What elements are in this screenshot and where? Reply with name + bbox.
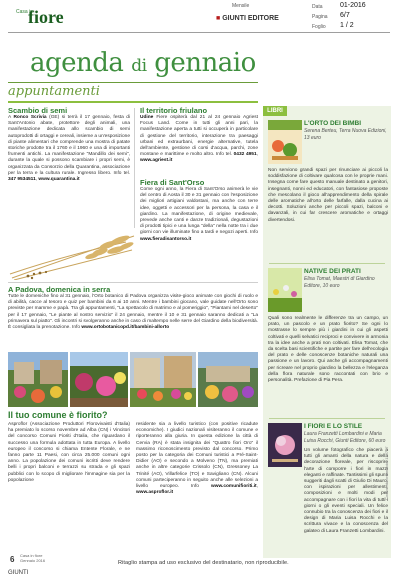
book-description: Non serviono grandi spazi per rinunciare ai piccoli la soddisfazione di coltivare qualcosa con le proprie mani. Insegna come fare questo manuale destinato a genitori, insegnanti, nonni ed educatori, con fantasiose proposte che mescolano il gioco all'apprendimento della spirale delle aromatiche all'orto delle farfalle, dalla cucina ai decotti. Soluzioni anche per piccoli spazi, balconi e davanzali, in cui far crescere aromatiche e ortaggi divertendosi. xyxy=(268,168,388,223)
header-divider xyxy=(8,32,390,33)
sidebar-divider xyxy=(269,263,385,264)
article-place: Ronco Scrivia xyxy=(13,115,47,120)
source-footer: GIUNTI xyxy=(8,570,29,576)
article-link[interactable]: www.fieradisantorso.it xyxy=(140,236,192,242)
article-divider xyxy=(8,282,258,283)
article-col-1: Asproflor (Associazione Produttori Florovivaisti d'Italia) ha premiato lo scorso novembre ad Alba (CN) i Vincitori del concorso Comuni Fioriti d'Italia, che riguardano il successo una formula adottata in tutta Europa. A livello europeo il concorso si chiama Entente Florale, e ne fanno parte 11 Paesi, con circa 25.000 comuni ogni anno. La popolazione dei comuni iscritti deve rendere belli i propri balconi e terrazzi su strada e gli spazi pubblici con lo scopo di migliorare l'immagine sia per la popolazione xyxy=(8,422,130,483)
book-title: NATIVE DEI PRATI xyxy=(304,268,361,275)
magazine-logo xyxy=(8,6,98,28)
wheat-image xyxy=(8,228,136,280)
article-link[interactable]: www.ortobotanicopd.it/bambini-allorto xyxy=(81,325,170,331)
article-body: Udine Fiere ospiterà dal 21 al 24 gennaio Agriest Focus Land. Come in tutti gli anni pari, la manifestazione aperta a tutti si occuperà in particolare di gestione del territorio, interazione tra paesaggi urbani ed extraurbani, energie alternative, tutela dell'ambiente, gestione di corsi d'acqua, parchi, zone montane e marittime e molto altro. Info tel. 0432 4951, www.agriest.it xyxy=(140,115,258,164)
book-entry-2-head xyxy=(304,268,388,289)
source-type: Mensile xyxy=(232,3,250,9)
book-cover-fiori xyxy=(268,423,302,467)
article-padova xyxy=(8,285,258,331)
article-title: Il tuo comune è fiorito? xyxy=(8,410,108,420)
article-title: Il territorio friulano xyxy=(140,106,208,115)
magazine-logo-small: Casa in xyxy=(16,9,33,15)
book-cover-native xyxy=(268,268,302,312)
publisher-logo-text: GIUNTI EDITORE xyxy=(222,15,279,22)
article-text: Tutte le domeniche fino al 31 gennaio, l'Orto botanico di Padova organizza visite-gioco animate con giochi di ruolo e di abilità, cacce al tesoro e quiz per bambini da 6 ai 10 anni. Mentre i bambini giocano, vale guidate nell'Orto sono previste per mamme e papà. Tra gli appuntamenti, "La spettacolo di matrimo e al pomeriggio", "Piantami nel deserto" per il 17 gennaio, "Le piante al nostro servizio" il 24 gennaio, mentre il 10 e 31 gennaio saranno dedicati a "La primavera sul piatto". Gli incontri si svolgeranno anche in caso di maltempo nelle serre del Giardino della biodiversità. È consigliata la prenotazione. Info xyxy=(8,294,258,331)
article-scambio xyxy=(8,106,130,183)
data-value: 01-2016 xyxy=(340,2,366,9)
article-link[interactable]: www.quarantina.it xyxy=(38,177,80,183)
sidebar-tab: LIBRI xyxy=(263,106,287,116)
pagina-value: 6/7 xyxy=(340,12,350,19)
book-description: Quali sono realmente le differenze tra un campo, un prato, un pascolo e un prato fiorito? Se ogni lo mostrasse lo sempre più i giardini in cui gli aspetti coltivati e quelli selvatici reciproci e convivere in armonia tra la idee anche a prati non coltivati. Elisa Tomat, che da scelta basi scientifiche e partite per fare dell'ecologia del prato e delle conoscenze botaniche naturali una passione e un lavoro. Qui anche gli accompagnamenti per ricreare nel proprio giardino la bellezza e l'eleganza della flora naturale sono raccontati con brio e personalità. Prefazione di Pia Pera. xyxy=(268,316,388,384)
subtitle-rule xyxy=(8,101,258,103)
book-description: Un volume fotografico che piacerà a tutti gli amanti della natura e della decorazione floreale, per riscoprire l'arte di comporre i fiori in mazzi eleganti e raffinate. Tantissimi gli spunti suggeriti dagli scatti di Giulio Di Mauro, con ispirazioni per allestimenti, composizioni e molti modi per accompagnare con i fiori la vita di tutti i giorni o gli eventi speciali. Un felice connubio tra la conoscenza dei fiori e il design di Maria Luisa Rocchi e la scrittura vivace e la conoscenza del galateo di Laura Franzetti Lombardini. xyxy=(304,448,388,534)
book-title: L'ORTO DEI BIMBI xyxy=(304,120,362,127)
article-orso xyxy=(140,178,258,243)
article-title: Fiera di Sant'Orso xyxy=(140,178,205,187)
book-entry-1-head xyxy=(304,120,388,141)
article-text: residente sia a livello turistico (con positive ricadute economiche). I giudici nazionali visiteranno il comune e riporteranno alla giuria. In questa edizione la città di Cervia (RA) è stata insignita dei "Quattro fiori Oro" il massimo riconoscimento previsto dal concorso. Primo posto per la categoria dei Comuni turistici a Pré-Saint-Didier (AO) e secondo a Molveno (TN), ma premiati anche in altre categorie Crissolo (CN), Gressoney La Trinité (AO), Villarfelice (TO) e Savigliano (CN). Alcuni comuni parteciperanno in seguito anche alle selezioni a livello europeo. Info xyxy=(136,422,258,490)
source-info-box xyxy=(312,2,392,32)
section-title-di: di xyxy=(131,56,147,76)
article-phone: 0432 4951 xyxy=(233,152,257,158)
book-title: I FIORI E LO STILE xyxy=(304,423,363,430)
publisher-logo xyxy=(216,15,279,22)
book-cover-orto xyxy=(268,120,302,164)
copyright-notice: Ritaglio stampa ad uso esclusivo del destinatario, non riproducibile. xyxy=(118,560,289,566)
folio-text: Casa in fiore Gennaio 2016 xyxy=(20,553,46,563)
pagina-label: Pagina xyxy=(312,14,328,20)
article-body xyxy=(140,187,258,243)
article-body: A Ronco Scrivia (GE) si terrà il 17 gennaio, festa di Sant'Antonio abate, protettore degli animali, una manifestazione dedicata allo scambio di semi autoprodotti di ortaggi e cereali, insieme a un'esposizione di piante alimentari che comprende una mostra di patate storiche prodotte tra il 1760 e il 1960 e una di importanti frumenti antichi. La manifestazione "Mandillo dei semi", durante la quale si possono scambiare i propri semi, è organizzata da Consorzio della Quarantina, associazione per la terra e la cultura rurale. Ingresso libero. Info tel. 347 9534511, www.quarantina.it xyxy=(8,115,130,183)
article-link[interactable]: www.comunifioriti.it xyxy=(210,484,257,490)
page-number: 6 xyxy=(10,555,15,564)
photo-flower-square xyxy=(198,352,258,407)
article-text: Fiere ospiterà dal 21 al 24 gennaio Agriest Focus Land. Come in tutti gli anni pari, la manifestazione aperta a tutti si occuperà in particolare di gestione del territorio, interazione tra paesaggi urbani ed extraurbani, energie alternative, tutela dell'ambiente, gestione di corsi d'acqua, parchi, zone montane e marittime e molto altro. Info tel. xyxy=(140,115,258,158)
photo-flower-street xyxy=(130,352,196,407)
subscription-code: Codice abbonamento: 126717 xyxy=(384,446,389,500)
publisher-logo-icon: ■ xyxy=(216,15,221,22)
book-meta: Laura Franzetti Lombardini e Maria Luisa Rocchi, Giunti Editore, 60 euro xyxy=(304,431,386,444)
foglio-value: 1 / 2 xyxy=(340,22,354,29)
section-title-a: agenda xyxy=(30,48,124,78)
article-lead: Udine xyxy=(140,115,154,120)
article-title: Scambio di semi xyxy=(8,106,68,115)
section-rule xyxy=(8,82,258,83)
section-subtitle: appuntamenti xyxy=(8,84,100,99)
article-phone: 347 9534511 xyxy=(8,177,36,183)
article-col-2: residente sia a livello turistico (con positive ricadute economiche). I giudici nazionali visiteranno il comune e riporteranno alla giuria. In questa edizione la città di Cervia (RA) è stata insignita dei "Quattro fiori Oro" il massimo riconoscimento previsto dal concorso. Primo posto per la categoria dei Comuni turistici a Pré-Saint-Didier (AO) e secondo a Molveno (TN), ma premiati anche in altre categorie Crissolo (CN), Gressoney La Trinité (AO), Villarfelice (TO) e Savigliano (CN). Alcuni comuni parteciperanno in seguito anche alle selezioni a livello europeo. Info www.comunifioriti.it, www.asproflor.it xyxy=(136,422,258,496)
article-text: (GE) si terrà il 17 gennaio, festa di Sant'Antonio abate, protettore degli animali, una manifestazione dedicata allo scambio di semi autoprodotti di ortaggi e cereali, insieme a un'esposizione di piante alimentari che comprende una mostra di patate storiche prodotte tra il 1760 e il 1960 e una di importanti frumenti antichi. La manifestazione "Mandillo dei semi", durante la quale si possono scambiare i propri semi, è organizzata da Consorzio della Quarantina, associazione per la terra e la cultura rurale. Ingresso libero. Info tel. xyxy=(8,115,130,176)
article-text: Come ogni anno, la Fiera di Sant'Orso animerà le vie del centro di Aosta il 30 e 31 gennaio con l'esposizione dei migliori artigiani valdostani, ma anche con terre idee, oggetti e accessori per la persona, la casa e il giardino. La manifestazione, di origine medievale, prevede anche canti e danze tradizionali, degustazioni di prodotti tipici e una lunga "della" nella notte tra i due giorni con vie illuminate fino a tardi e negozi aperti. Info xyxy=(140,187,258,236)
article-body xyxy=(8,294,258,331)
book-entry-3-head xyxy=(304,423,388,444)
section-title-b: gennaio xyxy=(154,48,256,78)
foglio-label: Foglio xyxy=(312,24,326,30)
photo-strip xyxy=(8,352,258,407)
article-lead: A xyxy=(8,115,11,120)
sidebar-divider xyxy=(269,418,385,419)
data-label: Data xyxy=(312,4,323,10)
article-comune xyxy=(8,410,258,496)
article-link[interactable]: www.agriest.it xyxy=(140,158,173,164)
article-title: A Padova, domenica in serra xyxy=(8,285,111,294)
magazine-logo-text: fiore xyxy=(28,7,64,27)
column-divider xyxy=(134,108,135,238)
section-title xyxy=(30,48,256,78)
article-friulano xyxy=(140,106,258,165)
photo-flower-village xyxy=(8,352,68,407)
book-meta: Elisa Tomat, Maestri di Giardino Editore, 10 euro xyxy=(304,276,375,289)
photo-flower-beds xyxy=(70,352,128,407)
book-meta: Serena Berteu, Terra Nuova Edizioni, 13 euro xyxy=(304,128,387,141)
article-link-2[interactable]: www.asproflor.it xyxy=(136,490,174,496)
